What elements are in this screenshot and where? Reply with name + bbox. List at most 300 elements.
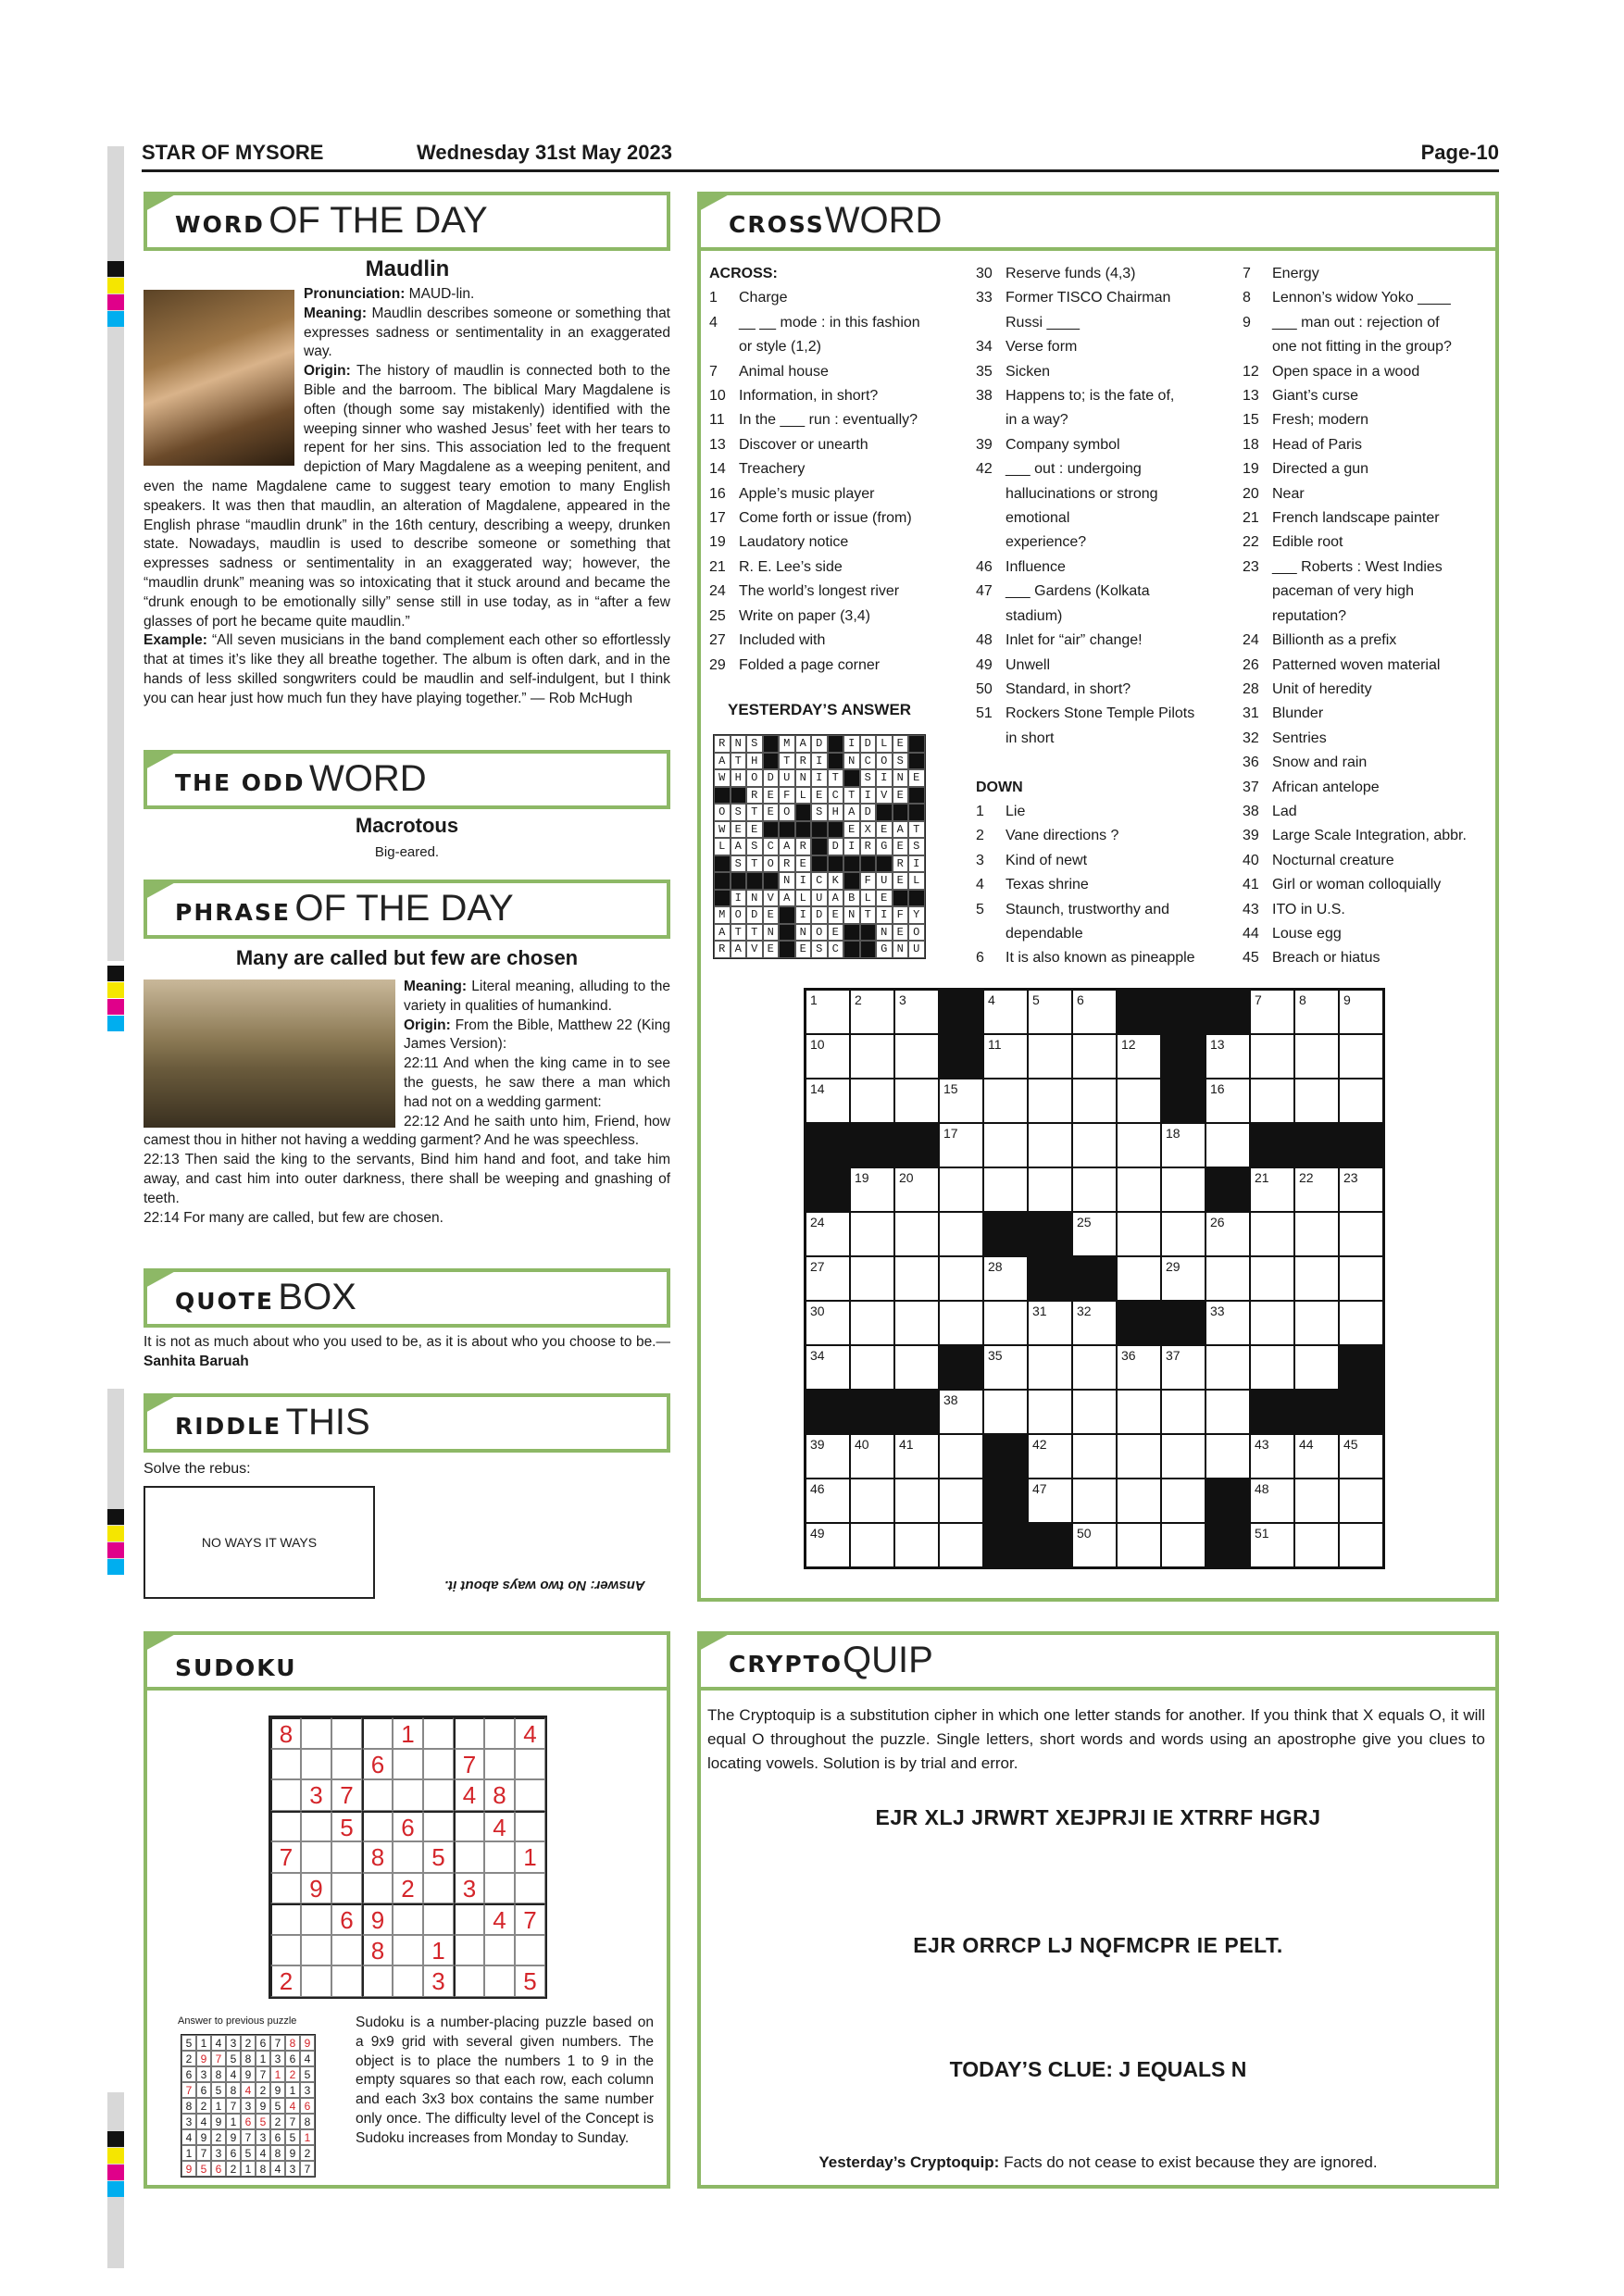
answer-cell: R [746, 787, 763, 805]
crossword-cell[interactable] [1250, 990, 1294, 1034]
crossword-cell[interactable] [1117, 1479, 1161, 1523]
sudoku-cell[interactable] [454, 1811, 484, 1842]
sudoku-cell[interactable] [301, 1811, 331, 1842]
answer-cell: C [811, 872, 828, 890]
sudoku-cell[interactable] [454, 1903, 484, 1935]
crossword-cell[interactable] [1294, 1345, 1339, 1390]
sudoku-cell[interactable] [423, 1873, 454, 1904]
crossword-cell[interactable] [1250, 1301, 1294, 1345]
crossword-cell[interactable] [1028, 1390, 1072, 1434]
previous-sudoku-cell: 4 [196, 2114, 211, 2129]
crossword-cell[interactable] [1028, 1479, 1072, 1523]
sudoku-cell[interactable] [270, 1749, 301, 1780]
sudoku-cell[interactable] [393, 1779, 423, 1811]
crossword-cell[interactable] [850, 1212, 894, 1256]
answer-cell: D [860, 804, 877, 821]
crossword-grid[interactable] [804, 988, 1385, 1569]
crossword-cell[interactable] [939, 1434, 983, 1479]
crossword-cell[interactable] [894, 1345, 939, 1390]
crossword-cell[interactable] [1161, 1434, 1206, 1479]
crossword-cell[interactable] [1072, 1523, 1117, 1567]
sudoku-cell[interactable]: 7 [454, 1749, 484, 1780]
sudoku-cell[interactable]: 4 [484, 1811, 515, 1842]
clue-row [976, 898, 1221, 922]
crossword-cell[interactable] [939, 1390, 983, 1434]
crossword-cell[interactable] [1072, 1079, 1117, 1123]
previous-sudoku-cell: 4 [285, 2098, 300, 2114]
clue-row [976, 408, 1221, 432]
crossword-cell[interactable] [1206, 1079, 1250, 1123]
crossword-cell[interactable] [850, 990, 894, 1034]
answer-cell [714, 872, 731, 890]
crossword-cell[interactable] [1072, 1479, 1117, 1523]
sudoku-cell[interactable] [393, 1903, 423, 1935]
clue-text: hallucinations or strong [1006, 485, 1158, 502]
sudoku-cell[interactable] [301, 1965, 331, 1997]
answer-cell: H [731, 769, 747, 787]
crossword-cell[interactable] [1117, 1034, 1161, 1079]
sudoku-cell[interactable] [454, 1717, 484, 1749]
crossword-cell[interactable] [1072, 1167, 1117, 1212]
answer-cell: O [714, 804, 731, 821]
answer-cell: O [908, 924, 925, 942]
cell-number: 41 [899, 1437, 914, 1452]
previous-sudoku-cell: 2 [226, 2161, 241, 2177]
sudoku-cell[interactable] [454, 1935, 484, 1966]
answer-cell: T [746, 924, 763, 942]
sudoku-cell[interactable] [270, 1935, 301, 1966]
answer-cell: D [811, 906, 828, 924]
crossword-cell[interactable] [1206, 1034, 1250, 1079]
answer-cell [714, 890, 731, 907]
answer-cell: F [779, 787, 795, 805]
crossword-cell[interactable] [1206, 1345, 1250, 1390]
sudoku-cell[interactable]: 9 [362, 1903, 393, 1935]
crossword-cell[interactable] [1028, 1034, 1072, 1079]
sudoku-cell[interactable]: 6 [362, 1749, 393, 1780]
sudoku-cell[interactable]: 1 [393, 1717, 423, 1749]
sudoku-cell[interactable] [454, 1965, 484, 1997]
crossword-cell[interactable] [1339, 1034, 1383, 1079]
cell-number: 32 [1077, 1304, 1092, 1318]
crossword-cell[interactable] [939, 1212, 983, 1256]
crossword-cell[interactable] [1206, 1123, 1250, 1167]
cell-number: 33 [1210, 1304, 1225, 1318]
clue-number: 24 [709, 583, 726, 600]
crossword-cell[interactable] [1161, 1123, 1206, 1167]
sudoku-cell[interactable]: 8 [362, 1841, 393, 1873]
sudoku-cell[interactable] [331, 1935, 362, 1966]
crossword-cell[interactable] [806, 990, 850, 1034]
crossword-cell[interactable] [1028, 1167, 1072, 1212]
sudoku-cell[interactable] [362, 1965, 393, 1997]
crossword-cell[interactable] [1161, 1479, 1206, 1523]
crossword-cell[interactable] [1117, 1123, 1161, 1167]
sudoku-cell[interactable] [301, 1935, 331, 1966]
answer-cell: U [876, 872, 893, 890]
crossword-cell[interactable] [1250, 1523, 1294, 1567]
clue-number: 7 [1243, 266, 1251, 281]
sudoku-cell[interactable] [515, 1811, 545, 1842]
sudoku-cell[interactable] [423, 1779, 454, 1811]
crossword-cell[interactable] [894, 1256, 939, 1301]
crossword-cell[interactable] [850, 1167, 894, 1212]
crossword-cell[interactable] [1294, 1479, 1339, 1523]
sudoku-cell[interactable]: 7 [331, 1779, 362, 1811]
crossword-cell[interactable] [894, 1434, 939, 1479]
crossword-cell[interactable] [1294, 1301, 1339, 1345]
sudoku-cell[interactable] [270, 1811, 301, 1842]
crossword-cell[interactable] [983, 1034, 1028, 1079]
clue-row [709, 286, 959, 310]
clue-text: Sentries [1272, 730, 1327, 746]
crossword-cell[interactable] [850, 1034, 894, 1079]
sudoku-cell[interactable] [423, 1811, 454, 1842]
crossword-cell[interactable] [1339, 1079, 1383, 1123]
crossword-cell[interactable] [1072, 1212, 1117, 1256]
clue-row [976, 311, 1221, 335]
crossword-cell[interactable] [850, 1434, 894, 1479]
crossword-cell[interactable] [983, 1256, 1028, 1301]
sudoku-cell[interactable]: 2 [270, 1965, 301, 1997]
answer-cell: E [828, 924, 844, 942]
previous-sudoku-cell: 1 [196, 2035, 211, 2051]
crossword-cell[interactable] [1250, 1256, 1294, 1301]
crossword-cell[interactable] [1206, 1256, 1250, 1301]
sudoku-cell[interactable] [515, 1779, 545, 1811]
answer-cell: W [714, 821, 731, 839]
crossword-cell[interactable] [1117, 1523, 1161, 1567]
clue-number: 6 [976, 950, 984, 967]
clue-number: 2 [976, 828, 984, 844]
crossword-cell[interactable] [1161, 1256, 1206, 1301]
crossword-cell[interactable] [894, 1034, 939, 1079]
crossword-cell[interactable] [1161, 1390, 1206, 1434]
crossword-cell[interactable] [1206, 1301, 1250, 1345]
sudoku-cell[interactable]: 7 [270, 1841, 301, 1873]
crossword-cell[interactable] [1117, 1345, 1161, 1390]
crossword-cell[interactable] [939, 1256, 983, 1301]
crossword-cell[interactable] [1028, 1345, 1072, 1390]
answer-cell: E [795, 941, 812, 958]
crossword-cell[interactable] [1206, 1390, 1250, 1434]
sudoku-cell[interactable]: 8 [270, 1717, 301, 1749]
crossword-cell[interactable] [1339, 1301, 1383, 1345]
yesterday-answer-label: YESTERDAY’S ANSWER [728, 701, 912, 718]
crossword-cell[interactable] [1117, 1167, 1161, 1212]
sudoku-cell[interactable]: 8 [362, 1935, 393, 1966]
sudoku-cell[interactable]: 8 [484, 1779, 515, 1811]
crossword-cell[interactable] [1117, 1390, 1161, 1434]
previous-sudoku-cell: 8 [241, 2051, 256, 2066]
answer-cell: S [731, 855, 747, 873]
sudoku-cell[interactable] [331, 1841, 362, 1873]
sudoku-cell[interactable] [301, 1749, 331, 1780]
sudoku-cell[interactable] [362, 1717, 393, 1749]
answer-cell [795, 821, 812, 839]
crossword-cell[interactable] [894, 1523, 939, 1567]
crossword-cell[interactable] [894, 1167, 939, 1212]
crossword-cell[interactable] [939, 1123, 983, 1167]
sudoku-cell[interactable] [484, 1873, 515, 1904]
sudoku-cell[interactable] [423, 1717, 454, 1749]
sudoku-cell[interactable] [515, 1873, 545, 1904]
crossword-cell[interactable] [806, 1434, 850, 1479]
sudoku-cell[interactable] [484, 1749, 515, 1780]
sudoku-cell[interactable]: 3 [301, 1779, 331, 1811]
crossword-cell[interactable] [939, 1167, 983, 1212]
sudoku-cell[interactable] [270, 1873, 301, 1904]
crossword-cell[interactable] [806, 1345, 850, 1390]
crossword-cell[interactable] [1072, 1345, 1117, 1390]
crossword-cell[interactable] [1339, 1212, 1383, 1256]
clue-row [1243, 360, 1493, 384]
answer-cell: T [843, 787, 860, 805]
answer-cell [908, 890, 925, 907]
crossword-cell[interactable] [939, 1079, 983, 1123]
crossword-cell[interactable] [850, 1479, 894, 1523]
sudoku-cell[interactable]: 3 [423, 1965, 454, 1997]
crossword-cell[interactable] [1294, 1434, 1339, 1479]
crossword-cell[interactable] [1072, 1390, 1117, 1434]
crossword-cell[interactable] [894, 990, 939, 1034]
crossword-cell[interactable] [1294, 1523, 1339, 1567]
clue-row [1243, 580, 1493, 604]
crossword-cell[interactable] [850, 1079, 894, 1123]
crossword-cell[interactable] [894, 1301, 939, 1345]
crossword-cell[interactable] [806, 1523, 850, 1567]
crossword-cell[interactable] [1250, 1167, 1294, 1212]
crossword-cell[interactable] [1250, 1434, 1294, 1479]
cell-number: 4 [988, 992, 995, 1007]
crossword-cell[interactable] [1072, 990, 1117, 1034]
crossword-cell[interactable] [939, 1301, 983, 1345]
crossword-cell[interactable] [1072, 1434, 1117, 1479]
answer-cell: N [893, 769, 909, 787]
clue-row [1243, 873, 1493, 897]
sudoku-cell[interactable]: 1 [423, 1935, 454, 1966]
sudoku-cell[interactable]: 6 [393, 1811, 423, 1842]
answer-cell [843, 769, 860, 787]
crossword-cell[interactable] [1117, 1212, 1161, 1256]
crossword-cell[interactable] [1028, 1301, 1072, 1345]
crossword-cell [1117, 1301, 1161, 1345]
crossword-cell[interactable] [806, 1034, 850, 1079]
cell-number: 22 [1299, 1170, 1314, 1185]
previous-sudoku-cell: 1 [211, 2098, 226, 2114]
crossword-cell[interactable] [983, 1123, 1028, 1167]
sudoku-cell[interactable]: 4 [515, 1717, 545, 1749]
sudoku-cell[interactable] [484, 1965, 515, 1997]
crossword-cell[interactable] [983, 990, 1028, 1034]
sudoku-cell[interactable] [484, 1841, 515, 1873]
answer-cell [746, 872, 763, 890]
clue-row [709, 555, 959, 580]
sudoku-cell[interactable]: 5 [515, 1965, 545, 1997]
clue-number [976, 605, 1006, 629]
sudoku-cell[interactable] [362, 1811, 393, 1842]
sudoku-cell[interactable] [362, 1873, 393, 1904]
previous-sudoku-cell: 3 [211, 2145, 226, 2161]
crossword-cell[interactable] [1072, 1123, 1117, 1167]
sudoku-cell[interactable] [270, 1903, 301, 1935]
sudoku-cell[interactable] [301, 1903, 331, 1935]
sudoku-cell[interactable]: 1 [515, 1841, 545, 1873]
crossword-cell[interactable] [1250, 1034, 1294, 1079]
crossword-cell[interactable] [1339, 1434, 1383, 1479]
crossword-cell[interactable] [806, 1256, 850, 1301]
sudoku-cell[interactable] [393, 1935, 423, 1966]
crossword-cell[interactable] [1339, 1523, 1383, 1567]
sudoku-cell[interactable] [301, 1841, 331, 1873]
crossword-cell[interactable] [1161, 1345, 1206, 1390]
clue-number: 1 [709, 290, 718, 306]
crossword-cell[interactable] [806, 1301, 850, 1345]
crossword-cell[interactable] [939, 1479, 983, 1523]
crossword-cell[interactable] [983, 1301, 1028, 1345]
clue-number: 9 [1243, 314, 1251, 331]
crossword-cell[interactable] [894, 1079, 939, 1123]
crossword-cell[interactable] [806, 1079, 850, 1123]
sudoku-cell[interactable] [331, 1749, 362, 1780]
crossword-cell[interactable] [1294, 1079, 1339, 1123]
sudoku-cell[interactable]: 5 [331, 1811, 362, 1842]
answer-cell: I [795, 906, 812, 924]
sudoku-cell[interactable]: 4 [484, 1903, 515, 1935]
crossword-cell[interactable] [1250, 1212, 1294, 1256]
sudoku-cell[interactable] [331, 1965, 362, 1997]
clue-text: Happens to; is the fate of, [1006, 388, 1175, 405]
sudoku-cell[interactable] [331, 1717, 362, 1749]
crossword-cell[interactable] [1161, 1523, 1206, 1567]
crossword-cell[interactable] [1206, 1212, 1250, 1256]
answer-cell: S [746, 838, 763, 855]
sudoku-cell[interactable]: 7 [515, 1903, 545, 1935]
sudoku-cell[interactable] [423, 1749, 454, 1780]
todays-clue: TODAY’S CLUE: J EQUALS N [949, 2057, 1247, 2081]
crossword-cell[interactable] [1117, 1434, 1161, 1479]
sudoku-cell[interactable]: 3 [454, 1873, 484, 1904]
crossword-cell[interactable] [1072, 1301, 1117, 1345]
answer-cell: T [746, 855, 763, 873]
clue-text: Breach or hiatus [1272, 950, 1380, 967]
crossword-cell[interactable] [1028, 1079, 1072, 1123]
clue-text: It is also known as pineapple [1006, 950, 1195, 967]
crossword-cell[interactable] [1294, 1167, 1339, 1212]
previous-sudoku-cell: 6 [181, 2066, 196, 2082]
sudoku-cell[interactable] [301, 1717, 331, 1749]
crossword-cell[interactable] [1250, 1479, 1294, 1523]
sudoku-cell[interactable] [454, 1841, 484, 1873]
answer-cell: D [763, 769, 780, 787]
clue-row [976, 629, 1221, 653]
crossword-cell[interactable] [1294, 990, 1339, 1034]
crossword-cell[interactable] [983, 1079, 1028, 1123]
sudoku-cell[interactable] [515, 1749, 545, 1780]
crossword-cell[interactable] [983, 1345, 1028, 1390]
crossword-cell[interactable] [1028, 1434, 1072, 1479]
sudoku-cell[interactable] [331, 1873, 362, 1904]
crossword-cell[interactable] [1028, 990, 1072, 1034]
cell-number: 20 [899, 1170, 914, 1185]
crossword-cell[interactable] [1294, 1256, 1339, 1301]
sudoku-cell[interactable] [423, 1903, 454, 1935]
sudoku-cell[interactable] [393, 1749, 423, 1780]
crossword-cell[interactable] [1294, 1034, 1339, 1079]
crossword-cell[interactable] [850, 1256, 894, 1301]
previous-sudoku-cell: 9 [196, 2051, 211, 2066]
sudoku-cell[interactable]: 2 [393, 1873, 423, 1904]
cell-number: 27 [810, 1259, 825, 1274]
sudoku-cell[interactable] [362, 1779, 393, 1811]
cell-number: 30 [810, 1304, 825, 1318]
sudoku-grid[interactable] [269, 1716, 547, 1999]
crossword-cell[interactable] [894, 1212, 939, 1256]
crossword-cell[interactable] [1161, 1212, 1206, 1256]
crossword-cell[interactable] [850, 1345, 894, 1390]
crossword-cell[interactable] [1028, 1123, 1072, 1167]
crossword-cell[interactable] [806, 1212, 850, 1256]
clue-row [1243, 776, 1493, 800]
crossword-cell[interactable] [850, 1523, 894, 1567]
sudoku-cell[interactable] [393, 1841, 423, 1873]
clue-row [1243, 800, 1493, 824]
crossword-cell[interactable] [806, 1479, 850, 1523]
sudoku-cell[interactable] [484, 1935, 515, 1966]
clue-text: Blunder [1272, 705, 1324, 722]
clue-text: Nocturnal creature [1272, 852, 1394, 868]
crossword-cell[interactable] [983, 1390, 1028, 1434]
crossword-cell[interactable] [983, 1167, 1028, 1212]
across-clues-col2: 30 Reserve funds (4,3) 33 Former TISCO Chairman Russi ____ 34 Verse form 35 Sicken 38 Happens to; is the fate of, in a way? 39 Company symbol 42 ___ out : undergoing hallucinations or strong emotional experience? 46 Influence 47 ___ Gardens (Kolkata stadium) 48 Inlet for “air” change! 49 Unwell 50 Standard, in short? 51 Rockers Stone Temple Pilots in short DOWN 1 Lie 2 Vane directions ? 3 Kind of newt 4 Texas shrine 5 Staunch, trustworthy and dependable 6 It is also known as pineapple [976, 262, 1221, 971]
answer-cell: N [763, 924, 780, 942]
crossword-cell [1339, 1345, 1383, 1390]
crossword-cell[interactable] [1117, 1256, 1161, 1301]
sudoku-cell[interactable] [515, 1935, 545, 1966]
sudoku-cell[interactable]: 9 [301, 1873, 331, 1904]
sudoku-cell[interactable]: 4 [454, 1779, 484, 1811]
crossword-cell[interactable] [1250, 1345, 1294, 1390]
crossword-cell[interactable] [939, 1523, 983, 1567]
clue-number: 40 [1243, 852, 1259, 868]
phrase-body: Meaning: Literal meaning, alluding to the variety in qualities of humankind. Origin: From the Bible, Matthew 22 (King James Version): 22:11 And when the king came in to see the guests, he saw there a man which had not on a wedding garment: 22:12 And he saith unto him, Friend, how camest thou in hither not having a wedding garment? And he was speechless. 22:13 Then said the king to the servants, Bind him hand and foot, and take him away, and cast him into outer darkness, there shall be weeping and gnashing of teeth. 22:14 For many are called, but few are chosen. [144, 979, 670, 1226]
crossword-cell[interactable] [1339, 1256, 1383, 1301]
crossword-cell[interactable] [1206, 1434, 1250, 1479]
crossword-cell[interactable] [1294, 1212, 1339, 1256]
clue-row [976, 262, 1221, 286]
previous-sudoku-cell: 8 [300, 2114, 315, 2129]
previous-sudoku-cell: 5 [300, 2066, 315, 2082]
sudoku-cell[interactable] [484, 1717, 515, 1749]
crossword-cell[interactable] [894, 1479, 939, 1523]
sudoku-cell[interactable] [270, 1779, 301, 1811]
answer-cell: H [828, 804, 844, 821]
crossword-cell[interactable] [1250, 1079, 1294, 1123]
sudoku-cell[interactable]: 5 [423, 1841, 454, 1873]
crossword-cell[interactable] [850, 1301, 894, 1345]
crossword-cell[interactable] [1117, 1079, 1161, 1123]
clue-row [1243, 849, 1493, 873]
crossword-cell[interactable] [1072, 1034, 1117, 1079]
crossword-cell [850, 1123, 894, 1167]
sudoku-cell[interactable]: 6 [331, 1903, 362, 1935]
crossword-cell[interactable] [1161, 1167, 1206, 1212]
crossword-cell[interactable] [1339, 1479, 1383, 1523]
sudoku-cell[interactable] [393, 1965, 423, 1997]
clue-number [976, 408, 1006, 432]
crossword-cell[interactable] [1339, 990, 1383, 1034]
crossword-cell[interactable] [1339, 1167, 1383, 1212]
